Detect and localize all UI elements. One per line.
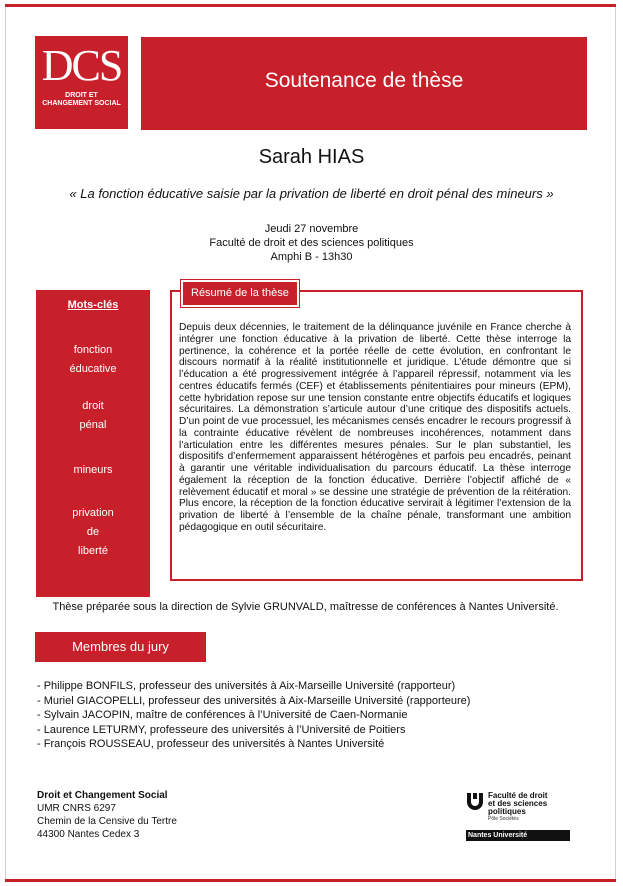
logo-line-2: CHANGEMENT SOCIAL — [42, 100, 121, 107]
keyword-line: mineurs — [73, 464, 113, 476]
jury-member: - Philippe BONFILS, professeur des universités à Aix-Marseille Université (rapporteur) — [37, 680, 456, 692]
lab-address — [37, 789, 177, 841]
jury-list — [37, 679, 470, 752]
jury-title: Membres du jury — [35, 632, 206, 662]
summary-label: Résumé de la thèse — [181, 280, 299, 307]
keyword-item — [36, 504, 150, 561]
lab-name: Droit et Changement Social — [37, 790, 168, 801]
event-date: Jeudi 27 novembre — [264, 223, 359, 235]
jury-member: - François ROUSSEAU, professeur des universités à Nantes Université — [37, 738, 385, 751]
thesis-direction: Thèse préparée sous la direction de Sylvie GRUNVALD, maîtresse de conférences à Nantes Université. — [52, 601, 559, 613]
faculty-line-3: Pôle Sociétés — [488, 816, 519, 822]
event-place: Faculté de droit et des sciences politiques — [209, 237, 414, 249]
keyword-line: droit — [82, 400, 104, 412]
university-bar: Nantes Université — [466, 830, 570, 841]
faculty-line-1: Faculté de droit — [488, 791, 548, 800]
keywords-title: Mots-clés — [67, 299, 119, 311]
jury-member: - Muriel GIACOPELLI, professeur des universités à Aix-Marseille Université (rapporteure) — [37, 694, 471, 707]
logo-text — [35, 92, 128, 108]
summary-text: Depuis deux décennies, le traitement de la délinquance juvénile en France cherche à intégrer une fonction éducative à la privation de liberté. Cette thèse interroge la pertinence, la cohérence et la portée réelle de cette évolution, en confrontant le discours normatif à la réalité institutionnelle et juridique. L’étude démontre que si l’éducation a été progressivement intégrée à l’appareil répressif, notamment via les centres éducatifs fermés (CEF) et établissements pénitentiaires pour mineurs (EPM), cette hybridation repose sur une tension constante entre objectifs éducatifs et logiques sécuritaires. La démonstration s’articule autour d’une critique des dispositifs actuels. D’un point de vue processuel, les mécanismes censés encadrer le recours progressif à la contrainte éducative révèlent de nombreuses incohérences, notamment dans l’articulation entre les différentes mesures pénales. Sur le plan substantiel, les dispositifs d’enfermement apparaissent hétérogènes et parfois peu encadrés, peinant à garantir une véritable individualisation du parcours éducatif. La thèse interroge également la réception de la fonction éducative. Derrière l’objectif affiché de « relèvement éducatif et moral » se dessine une stratégie de prévention de la réitération. Plus encore, la réception de la fonction éducative servirait à légitimer l’extension de la privation de liberté à l’ensemble de la chaîne pénale, transformant une ambition pédagogique en outil sécuritaire. — [179, 322, 571, 533]
keyword-item — [36, 461, 150, 480]
faculty-line-2: et des sciences politiques — [488, 799, 548, 816]
lab-unit: UMR CNRS 6297 — [37, 803, 116, 814]
thesis-title: « La fonction éducative saisie par la privation de liberté en droit pénal des mineurs » — [69, 186, 554, 201]
jury-member: - Laurence LETURMY, professeure des universités à l’Université de Poitiers — [37, 723, 406, 736]
keyword-line: privation — [72, 507, 114, 519]
keyword-line: liberté — [78, 545, 108, 557]
event-room-time: Amphi B - 13h30 — [270, 251, 353, 263]
keyword-line: fonction — [73, 344, 113, 356]
jury-member: - Sylvain JACOPIN, maître de conférences à l’Université de Caen-Normanie — [37, 709, 408, 722]
keyword-line: éducative — [69, 363, 117, 375]
event-info — [0, 222, 623, 264]
logo-line-1: DROIT ET — [65, 92, 98, 99]
keyword-line: de — [86, 526, 100, 538]
keyword-item — [36, 341, 150, 379]
bottom-accent-line — [5, 879, 616, 882]
dcs-logo — [35, 36, 128, 129]
logo-mark: DCS — [41, 41, 122, 90]
top-accent-line — [5, 4, 616, 7]
lab-street: Chemin de la Censive du Tertre — [37, 816, 177, 827]
faculty-logo — [466, 792, 584, 841]
nantes-university-icon — [466, 792, 484, 812]
keyword-item — [36, 397, 150, 435]
banner-title: Soutenance de thèse — [141, 37, 587, 130]
keywords-panel — [36, 290, 150, 597]
keyword-line: pénal — [79, 419, 107, 431]
candidate-name: Sarah HIAS — [258, 146, 365, 168]
lab-city: 44300 Nantes Cedex 3 — [37, 829, 140, 840]
